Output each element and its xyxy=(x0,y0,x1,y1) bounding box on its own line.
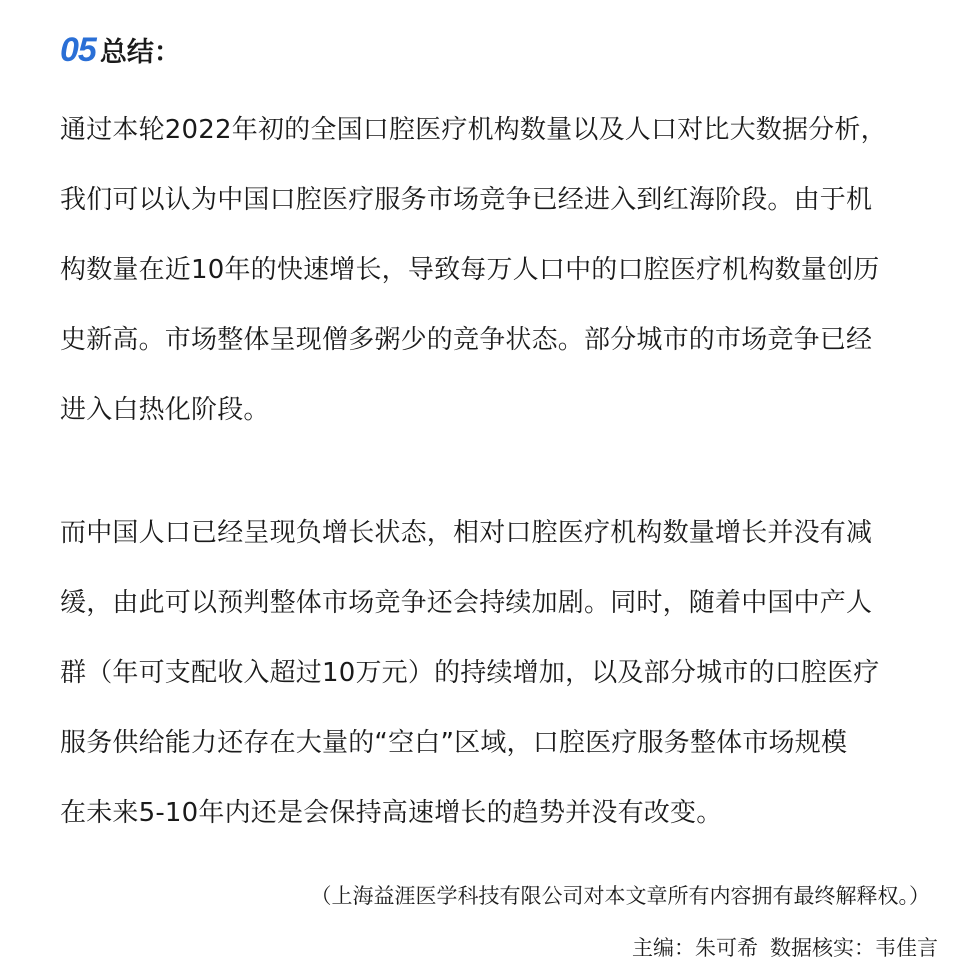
paragraph-line: 我们可以认为中国口腔医疗服务市场竞争已经进入到红海阶段。由于机 xyxy=(60,185,873,215)
paragraph-line: 史新高。市场整体呈现僧多粥少的竞争状态。部分城市的市场竞争已经 xyxy=(60,325,873,355)
paragraph-2 xyxy=(60,498,940,848)
paragraph-line: 构数量在近10年的快速增长，导致每万人口中的口腔医疗机构数量创历 xyxy=(60,255,880,285)
copyright-note: （上海益涯医学科技有限公司对本文章所有内容拥有最终解释权。） xyxy=(310,884,930,908)
paragraph-line: 而中国人口已经呈现负增长状态，相对口腔医疗机构数量增长并没有减 xyxy=(60,518,873,548)
paragraph-line: 服务供给能力还存在大量的“空白”区域，口腔医疗服务整体市场规模 xyxy=(60,728,848,758)
paragraph-line: 缓，由此可以预判整体市场竞争还会持续加剧。同时，随着中国中产人 xyxy=(60,588,873,618)
fact-check-credit: 数据核实：韦佳言 xyxy=(770,936,938,960)
section-title: 总结： xyxy=(99,37,181,68)
paragraph-line: 通过本轮2022年初的全国口腔医疗机构数量以及人口对比大数据分析， xyxy=(60,115,887,145)
editor-credit: 主编：朱可希 xyxy=(632,936,758,960)
paragraph-line: 进入白热化阶段。 xyxy=(60,395,270,425)
paragraph-line: 群（年可支配收入超过10万元）的持续增加，以及部分城市的口腔医疗 xyxy=(60,658,880,688)
section-number: 05 xyxy=(60,31,96,69)
section-heading xyxy=(60,30,181,80)
paragraph-1 xyxy=(60,95,940,445)
credits xyxy=(632,932,938,962)
paragraph-line: 在未来5-10年内还是会保持高速增长的趋势并没有改变。 xyxy=(60,798,723,828)
